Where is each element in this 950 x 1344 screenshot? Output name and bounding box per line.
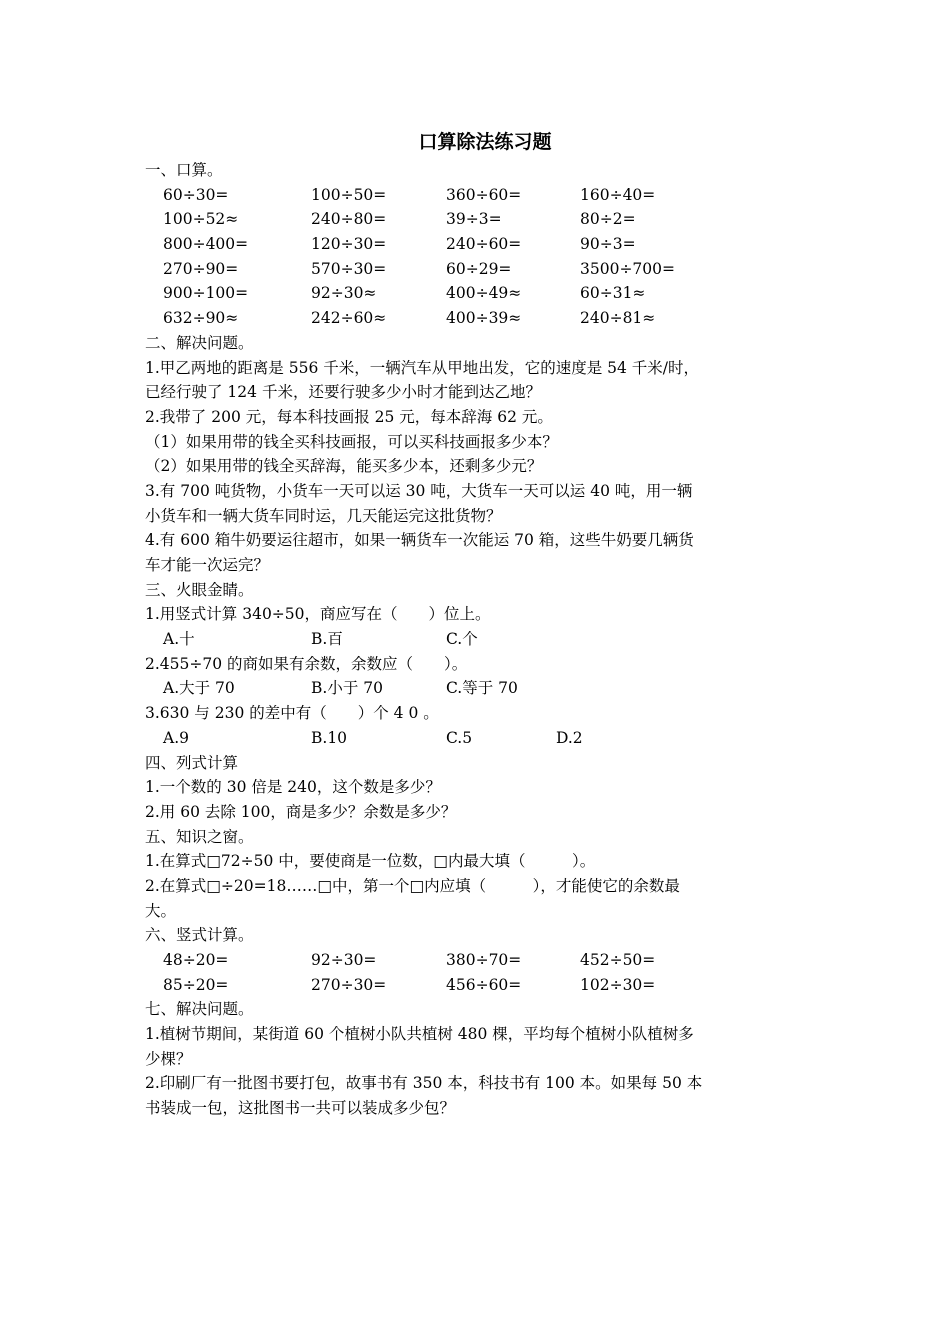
choice-option: B.10 [311,728,348,747]
calc-row [145,207,825,232]
calc-item: 240÷81≈ [580,309,656,328]
calc-item: 400÷39≈ [446,309,522,328]
choice-option: C.等于 70 [446,679,518,698]
calc-item: 570÷30= [311,259,387,278]
calc-item: 360÷60= [446,185,522,204]
calc-item: 270÷90= [163,259,239,278]
calc-item: 120÷30= [311,235,387,254]
choice-option: B.小于 70 [311,679,383,698]
calc-row [145,948,825,973]
section-5-heading: 五、知识之窗。 [145,827,254,846]
problem-line: 已经行驶了 124 千米，还要行驶多少小时才能到达乙地？ [145,383,541,402]
calc-item: 240÷60= [446,235,522,254]
calc-item: 92÷30= [311,951,377,969]
calc-row [145,183,825,208]
problem-line: 2.印刷厂有一批图书要打包，故事书有 350 本，科技书有 100 本。如果每 50 本 [145,1074,703,1093]
choice-question: 2.455÷70 的商如果有余数，余数应（ ）。 [145,654,468,673]
problem-line: 1.甲乙两地的距离是 556 千米，一辆汽车从甲地出发，它的速度是 54 千米/时， [145,358,700,377]
choice-question: 1.用竖式计算 340÷50，商应写在（ ）位上。 [145,605,491,624]
section-2-heading: 二、解决问题。 [145,333,254,352]
calc-row [145,257,825,282]
page-title: 口算除法练习题 [418,131,552,153]
calc-item: 900÷100= [163,284,249,303]
problem-line: 书装成一包，这批图书一共可以装成多少包？ [145,1099,456,1118]
calc-item: 380÷70= [446,951,522,969]
problem-line: 车才能一次运完？ [145,556,270,574]
choice-question: 3.630 与 230 的差中有（ ）个 4 0 。 [145,704,439,723]
calc-item: 452÷50= [580,951,656,969]
problem-line: （2）如果用带的钱全买辞海，能买多少本，还剩多少元？ [145,457,543,476]
calc-row [145,973,825,998]
calc-item: 85÷20= [163,975,229,994]
calc-item: 60÷30= [163,185,229,204]
calc-row [145,232,825,257]
choice-options [145,627,825,652]
calc-row [145,306,825,331]
calc-item: 80÷2= [580,210,636,229]
problem-line: 大。 [145,901,177,920]
calc-item: 456÷60= [446,975,522,994]
calc-item: 102÷30= [580,975,656,994]
calc-item: 100÷50= [311,185,387,204]
choice-options [145,676,825,701]
problem-line: 1.在算式□72÷50 中，要使商是一位数，□内最大填（ ）。 [145,852,596,871]
calc-row [145,281,825,306]
section-4-heading: 四、列式计算 [145,753,239,772]
calc-item: 39÷3= [446,210,502,229]
choice-option: C.5 [446,728,473,747]
calc-item: 3500÷700= [580,259,676,278]
problem-line: （1）如果用带的钱全买科技画报，可以买科技画报多少本？ [145,432,558,451]
section-6-heading: 六、竖式计算。 [145,926,254,945]
calc-item: 632÷90≈ [163,309,239,328]
calc-item: 400÷49≈ [446,284,522,303]
calc-item: 800÷400= [163,235,249,254]
choice-option: A.十 [163,630,195,649]
problem-line: 2.在算式□÷20=18……□中，第一个□内应填（ ），才能使它的余数最 [145,876,680,895]
problem-line: 2.我带了 200 元，每本科技画报 25 元，每本辞海 62 元。 [145,407,553,426]
problem-line: 少棵？ [145,1049,192,1068]
problem-line: 3.有 700 吨货物，小货车一天可以运 30 吨，大货车一天可以运 40 吨，用一辆 [145,481,693,500]
choice-option: A.大于 70 [163,679,235,698]
choice-option: D.2 [556,728,583,747]
section-1-heading: 一、口算。 [145,161,223,179]
calc-item: 48÷20= [163,951,229,969]
calc-item: 92÷30≈ [311,284,377,303]
calc-item: 60÷29= [446,259,512,278]
choice-options [145,726,825,751]
section-7-heading: 七、解决问题。 [145,1000,254,1019]
choice-option: B.百 [311,630,343,649]
problem-line: 1.一个数的 30 倍是 240，这个数是多少？ [145,778,441,797]
calc-item: 90÷3= [580,235,636,254]
problem-line: 1.植树节期间，某街道 60 个植树小队共植树 480 棵，平均每个植树小队植树多 [145,1025,694,1044]
calc-item: 100÷52≈ [163,210,239,229]
calc-item: 270÷30= [311,975,387,994]
problem-line: 小货车和一辆大货车同时运，几天能运完这批货物？ [145,506,502,525]
section-3-heading: 三、火眼金睛。 [145,580,254,599]
problem-line: 4.有 600 箱牛奶要运往超市，如果一辆货车一次能运 70 箱，这些牛奶要几辆货 [145,531,694,550]
worksheet [145,128,825,1121]
problem-line: 2.用 60 去除 100，商是多少？余数是多少？ [145,802,457,821]
calc-item: 60÷31≈ [580,284,646,303]
calc-item: 242÷60≈ [311,309,387,328]
calc-item: 160÷40= [580,185,656,204]
choice-option: C.个 [446,630,478,649]
calc-item: 240÷80= [311,210,387,229]
choice-option: A.9 [163,728,189,747]
